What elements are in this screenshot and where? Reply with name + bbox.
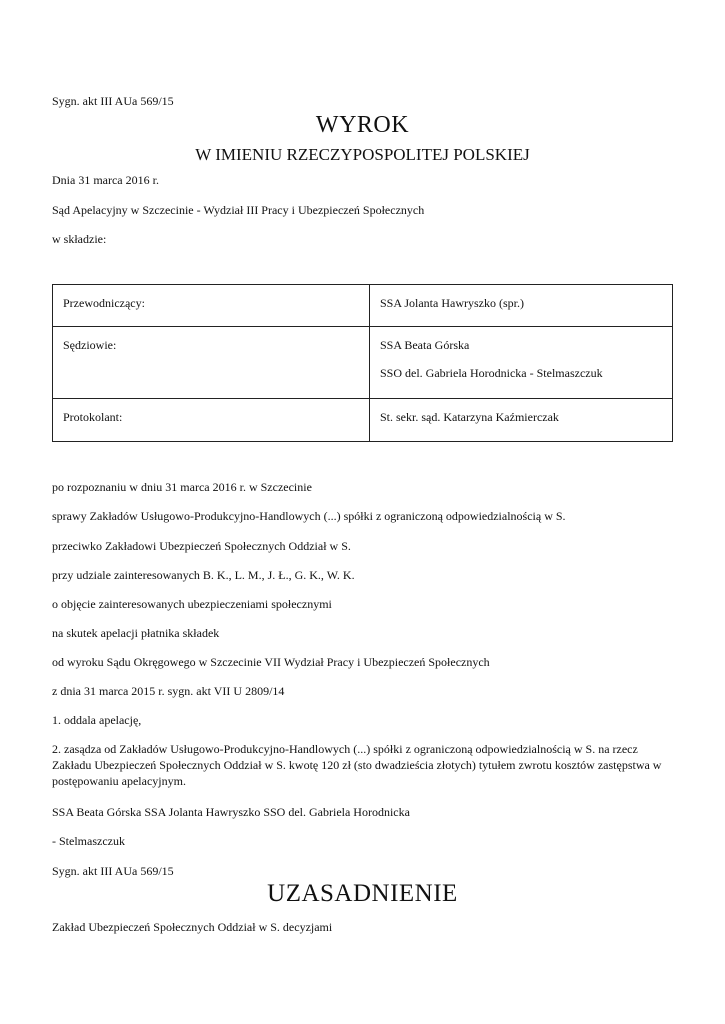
role-label: Sędziowie: (63, 338, 117, 352)
body-line: przy udziale zainteresowanych B. K., L. M., J. Ł., G. K., W. K. (52, 568, 355, 582)
names-cell (370, 399, 673, 442)
judgment-title: WYROK (315, 112, 410, 138)
table-row (53, 327, 673, 399)
role-cell (53, 399, 370, 442)
body-line: przeciwko Zakładowi Ubezpieczeń Społecznych Oddział w S. (52, 539, 351, 553)
ruling-point-1: 1. oddala apelację, (52, 713, 142, 727)
signatures: SSA Beata Górska SSA Jolanta Hawryszko SSO del. Gabriela Horodnicka (52, 805, 410, 819)
body-line: z dnia 31 marca 2015 r. sygn. akt VII U 2809/14 (52, 684, 285, 698)
court-panel-table (52, 284, 673, 442)
judge-name: SSA Beata Górska (380, 338, 470, 352)
role-label: Przewodniczący: (63, 296, 145, 310)
names-cell (370, 285, 673, 327)
names-cell (370, 327, 673, 399)
body-line: na skutek apelacji płatnika składek (52, 626, 220, 640)
body-line: po rozpoznaniu w dniu 31 marca 2016 r. w Szczecinie (52, 480, 312, 494)
role-cell (53, 327, 370, 399)
ruling-point-2: 2. zasądza od Zakładów Usługowo-Produkcyjno-Handlowych (...) spółki z ograniczoną odpowiedzialnością w S. na rzecz Zakładu Ubezpieczeń Społecznych Oddział w S. kwotę 120 zł (sto dwadzieścia złotych) tytułem zwrotu kosztów zastępstwa w postępowaniu apelacyjnym. (52, 742, 662, 788)
clerk-name: St. sekr. sąd. Katarzyna Kaźmierczak (380, 410, 559, 424)
body-line: od wyroku Sądu Okręgowego w Szczecinie VII Wydział Pracy i Ubezpieczeń Społecznych (52, 655, 490, 669)
signatures-continued: - Stelmaszczuk (52, 834, 125, 848)
justification-case-number: Sygn. akt III AUa 569/15 (52, 864, 174, 878)
composition-label: w składzie: (52, 232, 107, 246)
body-line: o objęcie zainteresowanych ubezpieczeniami społecznymi (52, 597, 332, 611)
case-number: Sygn. akt III AUa 569/15 (52, 94, 174, 108)
judge-name: SSA Jolanta Hawryszko (spr.) (380, 296, 524, 310)
role-cell (53, 285, 370, 327)
court-name: Sąd Apelacyjny w Szczecinie - Wydział III Pracy i Ubezpieczeń Społecznych (52, 203, 425, 217)
table-row (53, 399, 673, 442)
body-line: sprawy Zakładów Usługowo-Produkcyjno-Handlowych (...) spółki z ograniczoną odpowiedzialnością w S. (52, 509, 566, 523)
justification-title: UZASADNIENIE (267, 880, 458, 907)
role-label: Protokolant: (63, 410, 123, 424)
judge-name: SSO del. Gabriela Horodnicka - Stelmaszczuk (380, 366, 603, 380)
judgment-subtitle: W IMIENIU RZECZYPOSPOLITEJ POLSKIEJ (195, 145, 530, 164)
table-row (53, 285, 673, 327)
judgment-date: Dnia 31 marca 2016 r. (52, 173, 159, 187)
justification-first-line: Zakład Ubezpieczeń Społecznych Oddział w S. decyzjami (52, 920, 333, 934)
